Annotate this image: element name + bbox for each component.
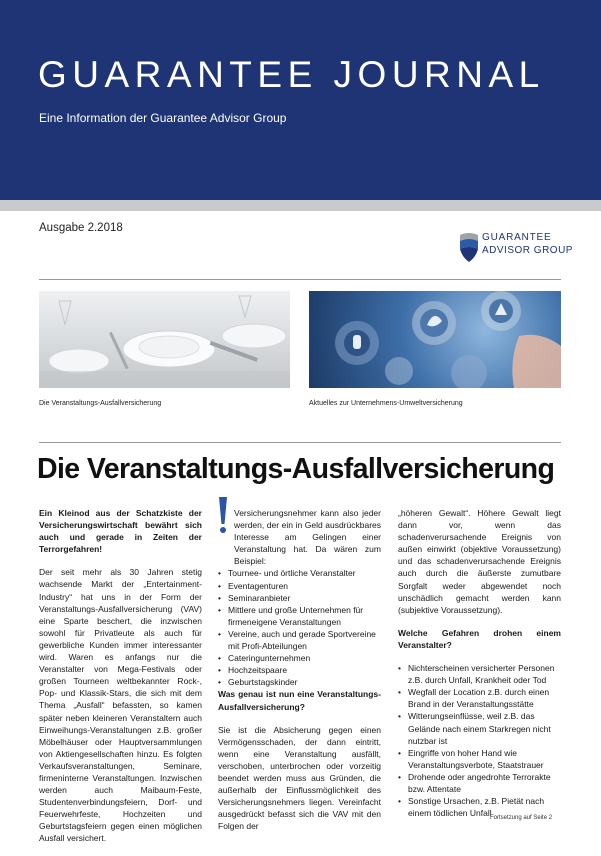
journal-title: GUARANTEE JOURNAL xyxy=(38,54,545,95)
list-item: • Eventagenturen xyxy=(218,580,381,592)
list-item: • Vereine, auch und gerade Sportvereine mit Profi-Abteilungen xyxy=(218,628,381,652)
photo-environment-gears xyxy=(309,291,561,388)
list-item: • Sonstige Ursachen, z.B. Pietät nach einem tödlichen Unfall xyxy=(398,795,561,819)
logo-text-advisor-group: ADVISOR GROUP xyxy=(482,245,573,256)
section-subhead: Was genau ist nun eine Veranstaltungs-Ausfallversicherung? xyxy=(218,689,381,712)
article-paragraph: „höheren Gewalt“. Höhere Gewalt liegt dann vor, wenn das schadenverursachende Ereignis von außen einwirkt (objektive Voraussetzung) und das schadenverursachende Ereignis auch durch die äußerste zumutbare Sorgfalt weder abgewendet noch unschädlich gemacht werden kann (subjektive Voraussetzung). xyxy=(398,508,561,615)
list-item: • Wegfall der Location z.B. durch einen Brand in der Veranstaltungsstätte xyxy=(398,686,561,710)
article-column-3 xyxy=(398,507,561,819)
divider-top xyxy=(39,279,561,280)
list-item: • Nichterscheinen versicherter Personen z.B. durch Unfall, Krankheit oder Tod xyxy=(398,662,561,686)
caption-left: Die Veranstaltungs-Ausfallversicherung xyxy=(39,400,162,407)
article-headline: Die Veranstaltungs-Ausfallversicherung xyxy=(37,453,555,485)
article-column-1 xyxy=(39,507,202,856)
list-item: • Hochzeitspaare xyxy=(218,664,381,676)
environment-gears-image xyxy=(309,291,561,388)
section-subhead: Welche Gefahren drohen einem Veranstalter? xyxy=(398,627,561,650)
photo-table-setting xyxy=(39,291,290,388)
list-item: • Cateringunternehmen xyxy=(218,652,381,664)
policyholder-list xyxy=(218,567,381,688)
logo-text-guarantee: GUARANTEE xyxy=(482,232,552,243)
journal-subtitle: Eine Information der Guarantee Advisor Group xyxy=(39,111,287,125)
company-logo xyxy=(458,231,573,267)
issue-number: Ausgabe 2.2018 xyxy=(39,222,123,234)
list-item: • Seminaranbieter xyxy=(218,592,381,604)
continuation-note[interactable]: Fortsetzung auf Seite 2 xyxy=(490,815,553,821)
list-item: • Geburtstagskinder xyxy=(218,676,381,688)
divider-middle xyxy=(39,442,561,443)
risk-list xyxy=(398,662,561,819)
list-item: • Drohende oder angedrohte Terrorakte bzw. Attentate xyxy=(398,771,561,795)
list-item: • Eingriffe von hoher Hand wie Veranstaltungsverbote, Staatstrauer xyxy=(398,747,561,771)
logo-shield-icon xyxy=(458,231,480,263)
article-column-2 xyxy=(218,507,381,843)
table-setting-image xyxy=(39,291,290,388)
list-item: • Mittlere und große Unternehmen für firmeneigene Veranstaltungen xyxy=(218,604,381,628)
header-divider-strip xyxy=(0,200,601,211)
article-paragraph: Versicherungsnehmer kann also jeder werden, der ein in Geld ausdrückbares Interesse am Gelingen einer Veranstaltung hat. Da wären zum Beispiel: xyxy=(234,508,381,567)
article-paragraph: Sie ist die Absicherung gegen einen Vermögensschaden, der dann eintritt, wenn eine Veranstaltung ausfällt, verschoben, unterbrochen oder vorzeitig beendet werden muss aus Gründen, die außerhalb der Einflussmöglichkeit des Versicherungsnehmers liegen. Vereinfacht ausgedrückt befasst sich die VAV mit den Folgen der xyxy=(218,724,381,832)
header-banner xyxy=(0,0,601,200)
list-item: • Witterungseinflüsse, weil z.B. das Gelände nach einem Starkregen nicht nutzbar ist xyxy=(398,710,561,746)
list-item: • Tournee- und örtliche Veranstalter xyxy=(218,567,381,579)
article-lead: Ein Kleinod aus der Schatzkiste der Versicherungswirtschaft bewährt sich auch und gerade in Zeiten der Terrorgefahren! xyxy=(39,508,202,555)
article-paragraph: Der seit mehr als 30 Jahren stetig wachsende Markt der „Entertainment-Industry“ hat uns in der Form der Veranstaltungs-Ausfallversicherung (VAV) eine Sparte beschert, die inzwischen sowohl für Privatleute als auch für gewerbliche Kunden immer interessanter wird. Waren es anfangs nur die Veranstalter von Mega-Festivals oder großen Tourneen weltbekannter Rock-, Pop- und Klassik-Stars, die sich mit dem Thema „Ausfall“ befassten, so kamen später neben kleineren Veranstaltern auch Einweihungs-Veranstaltungen z.B. großer Möbelhäuser oder Hauptversammlungen von Aktiengesellschaften hinzu. Es folgten Verkaufsveranstaltungen, Seminare, firmeninterne Veranstaltungen. Inzwischen werden auch Maibaum-Feste, Studentenverbindungsfeiern, Dorf- und Feuerwehrfeste, Hochzeiten und Geburtstagsfeiern gegen einen möglichen Ausfall versichert. xyxy=(39,567,202,844)
caption-right: Aktuelles zur Unternehmens-Umweltversicherung xyxy=(309,400,463,407)
